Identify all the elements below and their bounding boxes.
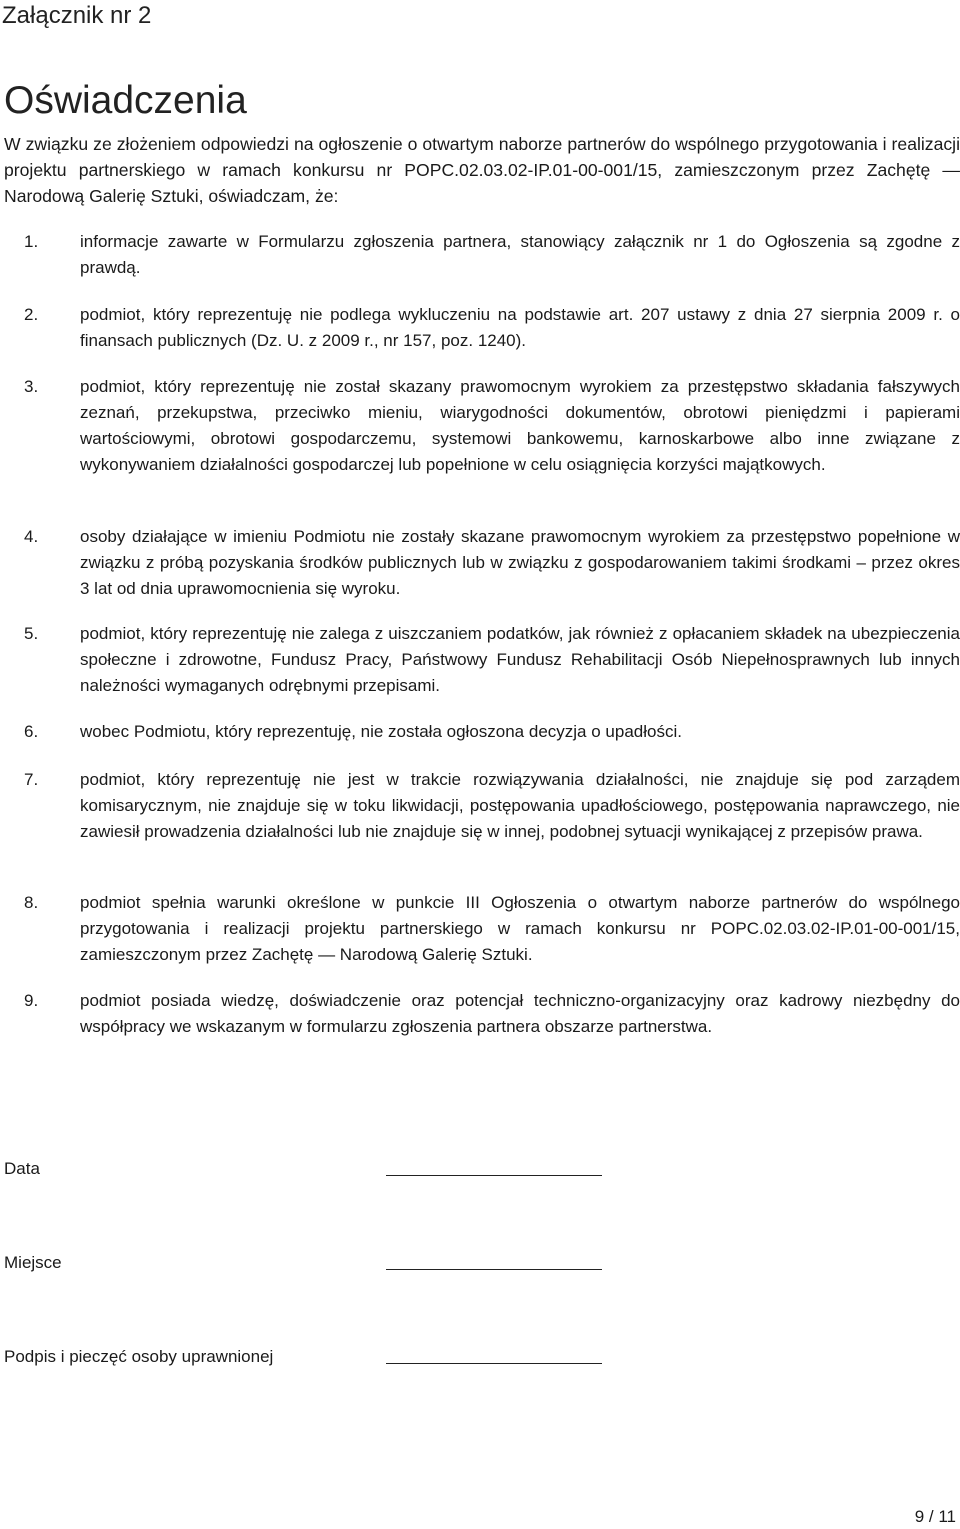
place-row xyxy=(4,1250,624,1276)
list-item xyxy=(24,621,960,699)
item-text: podmiot, który reprezentuję nie został skazany prawomocnym wyrokiem za przestępstwo składania fałszywych zeznań, przekupstwa, przeciwko mieniu, wiarygodności dokumentów, obrotowi pieniędzmi i papierami wartościowymi, obrotowi gospodarczemu, systemowi bankowemu, karnoskarbowe albo inne związane z wykonywaniem działalności gospodarczej lub popełnione w celu osiągnięcia korzyści majątkowych. xyxy=(80,377,960,474)
list-item xyxy=(24,524,960,602)
page-number: 9 / 11 xyxy=(914,1507,956,1526)
item-number: 6. xyxy=(24,722,39,741)
page-title: Oświadczenia xyxy=(4,79,247,122)
item-text: osoby działające w imieniu Podmiotu nie zostały skazane prawomocnym wyrokiem za przestępstwo popełnione w związku z próbą pozyskania środków publicznych lub w związku z gospodarowaniem takimi środkami – przez okres 3 lat od dnia uprawomocnienia się wyroku. xyxy=(80,527,960,598)
annex-label: Załącznik nr 2 xyxy=(2,2,152,29)
signature-row xyxy=(4,1344,624,1370)
list-item xyxy=(24,229,960,281)
place-signature-line xyxy=(386,1269,602,1270)
signature-label: Podpis i pieczęć osoby uprawnionej xyxy=(4,1347,274,1366)
date-signature-line xyxy=(386,1175,602,1176)
list-item xyxy=(24,890,960,968)
intro-paragraph: W związku ze złożeniem odpowiedzi na ogłoszenie o otwartym naborze partnerów do wspólnego przygotowania i realizacji projektu partnerskiego w ramach konkursu nr POPC.02.03.02-IP.01-00-001/15, zamieszczonym przez Zachętę — Narodową Galerię Sztuki, oświadczam, że: xyxy=(4,134,960,206)
item-number: 8. xyxy=(24,893,39,912)
item-number: 5. xyxy=(24,624,39,643)
item-number: 4. xyxy=(24,527,39,546)
item-text: wobec Podmiotu, który reprezentuję, nie została ogłoszona decyzja o upadłości. xyxy=(80,722,682,741)
date-label: Data xyxy=(4,1159,40,1178)
item-number: 7. xyxy=(24,770,39,789)
item-text: podmiot posiada wiedzę, doświadczenie oraz potencjał techniczno-organizacyjny oraz kadrowy niezbędny do współpracy we wskazanym w formularzu zgłoszenia partnera obszarze partnerstwa. xyxy=(80,991,960,1036)
item-text: informacje zawarte w Formularzu zgłoszenia partnera, stanowiący załącznik nr 1 do Ogłoszenia są zgodne z prawdą. xyxy=(80,232,960,277)
item-text: podmiot spełnia warunki określone w punkcie III Ogłoszenia o otwartym naborze partnerów do wspólnego przygotowania i realizacji projektu partnerskiego w ramach konkursu nr POPC.02.03.02-IP.01-00-001/15, zamieszczonym przez Zachętę — Narodową Galerię Sztuki. xyxy=(80,893,960,964)
list-item xyxy=(24,374,960,478)
place-label: Miejsce xyxy=(4,1253,62,1272)
item-number: 3. xyxy=(24,377,39,396)
item-text: podmiot, który reprezentuję nie jest w trakcie rozwiązywania działalności, nie znajduje się pod zarządem komisarycznym, nie znajduje się w toku likwidacji, postępowania upadłościowego, postępowania naprawczego, nie zawiesił prowadzenia działalności lub nie znajduje się w innej, podobnej sytuacji wynikającej z przepisów prawa. xyxy=(80,770,960,841)
date-row xyxy=(4,1156,624,1182)
item-number: 2. xyxy=(24,305,39,324)
list-item xyxy=(24,302,960,354)
item-number: 9. xyxy=(24,991,39,1010)
item-number: 1. xyxy=(24,232,39,251)
list-item xyxy=(24,719,960,745)
item-text: podmiot, który reprezentuję nie zalega z uiszczaniem podatków, jak również z opłacaniem składek na ubezpieczenia społeczne i zdrowotne, Fundusz Pracy, Państwowy Fundusz Rehabilitacji Osób Niepełnosprawnych lub innych należności wymaganych odrębnymi przepisami. xyxy=(80,624,960,695)
signature-line xyxy=(386,1363,602,1364)
list-item xyxy=(24,767,960,845)
item-text: podmiot, który reprezentuję nie podlega wykluczeniu na podstawie art. 207 ustawy z dnia 27 sierpnia 2009 r. o finansach publicznych (Dz. U. z 2009 r., nr 157, poz. 1240). xyxy=(80,305,960,350)
list-item xyxy=(24,988,960,1040)
